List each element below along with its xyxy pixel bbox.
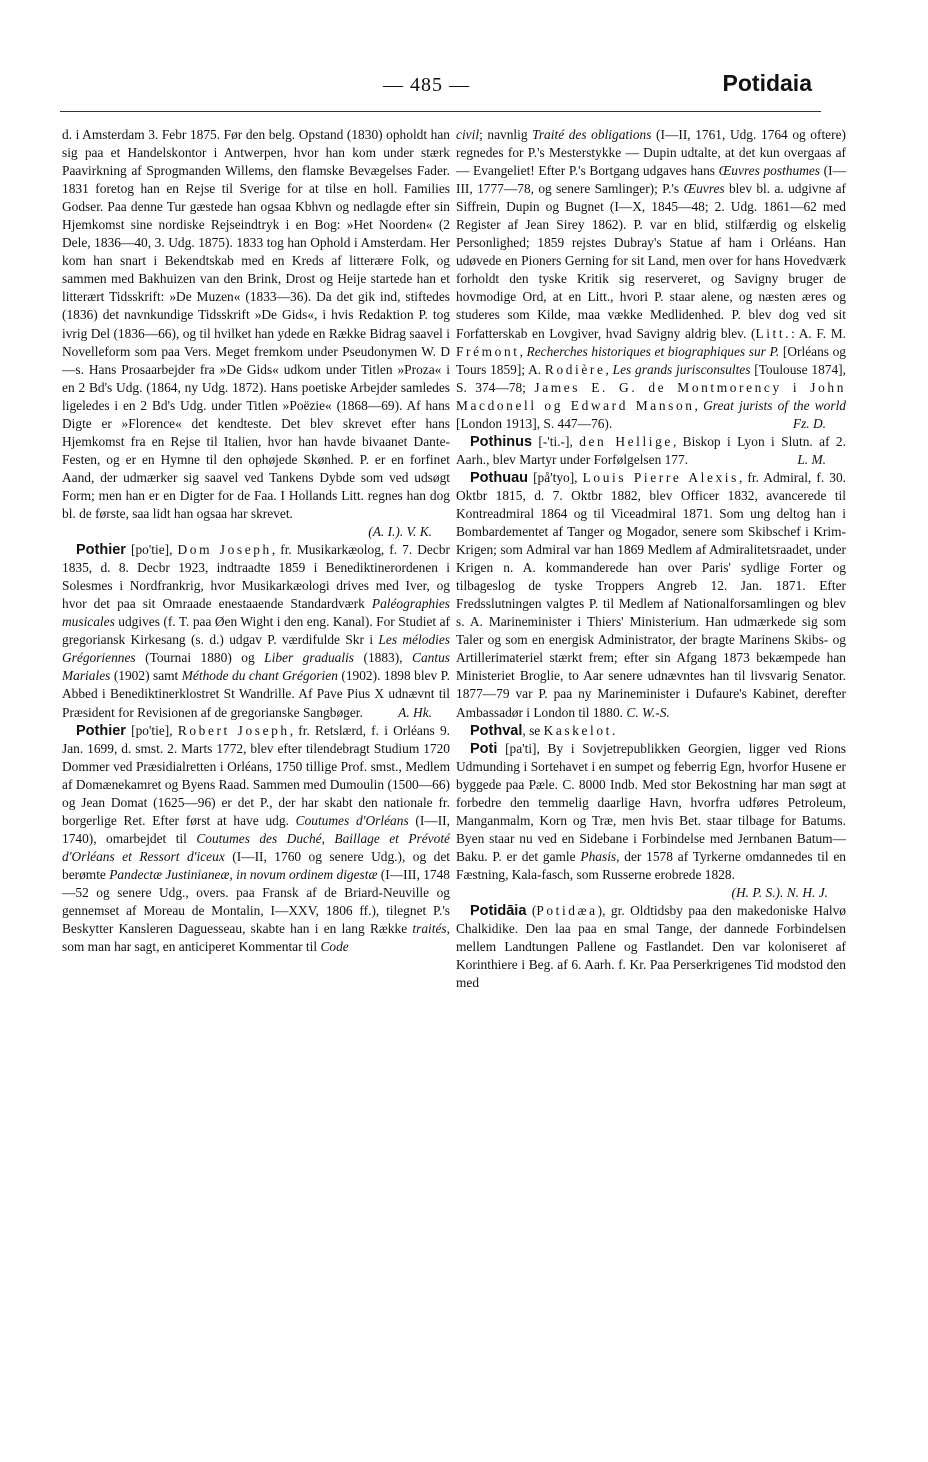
entry-pothuau: Pothuau [på'tyo], Louis Pierre Alexis, fr. Admiral, f. 30. Oktbr 1815, d. 7. Oktbr 1882, blev Officer 1832, avancerede til Kontreadmiral 1864 og til Viceadmiral 1871. Som ung deltog han i Bombardementet af Tanger og Mogador, senere som Skibschef i Krim-Krigen; som Admiral var han 1869 Medlem af Admiralitetsraadet, under Krigen n. A. kommanderede han over Paris' sydlige Forter og tilbageslog de tyske Troppers Angreb 12. Jan. 1871. Efter Fredsslutningen valgtes P. til Medlem af Nationalforsamlingen og blev s. A. Marineminister i Thiers' Ministerium. Han udmærkede sig som Taler og som en energisk Administrator, der bragte Marinens Skibs- og Artillerimateriel stærkt frem; efter sin Afgang 1873 bekæmpede han Ministeriet Broglie, to Aar senere udnævntes han til livsvarig Senator. 1877—79 var P. paa ny Marineminister i Dufaure's Kabinet, derefter Ambassadør i London til 1880. C. W.-S. bbox=[456, 469, 847, 720]
entry-pothier-dom-joseph: Pothier [po'tie], Dom Joseph, fr. Musikarkæolog, f. 7. Decbr 1835, d. 8. Decbr 1923, indtraadte 1859 i Benediktinerordenen i Solesmes i Nordfrankrig, hvor Musikarkæologi drives med Iver, og hvor det paa sit Omraade enestaaende Standardværk Paléographies musicales udgives (f. T. paa Øen Wight i den eng. Kanal). For Studiet af gregoriansk Kirkesang (s. d.) udgav P. værdifulde Skr i Les mélodies Grégoriennes (Tournai 1880) og Liber gradualis (1883), Cantus Mariales (1902) samt Méthode du chant Grégorien (1902). 1898 blev P. Abbed i Benediktinerklostret St Wandrille. Af Pave Pius X udnævnt til Præsident for Revisionen af de gregorianske Sangbøger. A. Hk. bbox=[62, 541, 450, 721]
entry-pothier-continued: civil; navnlig Traité des obligations (I—II, 1761, Udg. 1764 og oftere) regnedes for P.'s Mesterstykke — Dupin udtalte, at det kun overgaas af — Evangeliet! Efter P.'s Bortgang udgaves hans Œuvres posthumes (I—III, 1777—78, og senere Samlinger); P.'s Œuvres blev bl. a. udgivne af Siffrein, Dupin og Bugnet (I—X, 1845—48; 2. Udg. 1861—62 med Register af Jean Sirey 1862). P. var en blid, stilfærdig og elskelig Personlighed; 1859 rejstes Dubray's Statue af ham i Orléans. Han udøvede en Pioners Gerning for sit Land, men over for hans Hovedværk forholdt den tyske Kritik sig reserveret, og Savigny bruger de hovmodige Ord, at en Litt., hvori P. staar alene, og næsten æres og studeres som Kilde, maa vække Medlidenhed. P. blev dog ved sit Forfatterskab en Lovgiver, hvad Savigny aldrig blev. (Litt.: A. F. M. Frémont, Recherches historiques et biographiques sur P. [Orléans og Tours 1859]; A. Rodière, Les grands jurisconsultes [Toulouse 1874], S. 374—78; James E. G. de Montmorency i John Macdonell og Edward Manson, Great jurists of the world [London 1913], S. 447—76). Fz. D. bbox=[456, 126, 846, 433]
entry-headword: Pothinus bbox=[470, 433, 533, 450]
entry-name: Louis Pierre Alexis bbox=[582, 469, 739, 485]
continued-paragraph: d. i Amsterdam 3. Febr 1875. Før den belg. Opstand (1830) opholdt han sig paa et Handelskontor i Antwerpen, hvor han kom under stærk Paavirkning af Sprogmanden Willems, den flamske Bevægelses Fader. 1831 foretog han en Rejse til Sverige for at tilse en holl. Families Godser. Paa denne Tur gæstede han ogsaa Kbhvn og nedlagde efter sin Hjemkomst sine nordiske Rejseindtryk i en Bog: »Het Noorden« (2 Dele, 1836—40, 3. Udg. 1875). 1833 tog han Ophold i Amsterdam. Her kom han snart i Bekendtskab med en Kreds af litterære Folk, og sammen med Bakhuizen van den Brink, Drost og Heije startede han et litterært Tidsskrift: »De Muzen« (1833—36). Da det gik ind, stiftedes (1836) det navnkundige Tidsskrift »De Gids«, i hvis Redaktion P. tog ivrig Del (1836—66), og til hvilket han ydede en Række Bidrag saavel i Novelleform som paa Vers. Meget fremkom under Pseudonymen W. D—s. Hans Prosaarbejder fra »De Gids« udkom under Titlen »Proza« i en 2 Bd's Udg. (1864, ny Udg. 1872). Hans poetiske Arbejder samledes ligeledes i en 2 Bd's Udg. under Titlen »Poëzie« (1868—69). Af hans Digte er »Florence« det kendteste. Det blev skrevet efter hans Hjemkomst fra en Rejse til Italien, hvor han havde bivaanet Dante-Festen, og er en Hymne til den ophøjede Skønhed. P. er en forfinet Aand, der udmærker sig saavel ved Tankens Dybde som ved udsøgt Form; men han er en Digter for de Faa. I Hollands Litt. regnes han dog bl. de første, saa lidt han ogsaa har skrevet. bbox=[62, 127, 450, 521]
entry-name: Robert Joseph bbox=[177, 722, 290, 738]
author-signature: C. W.-S. bbox=[626, 704, 670, 720]
entry-potidaia: Potidāia (Potidæa), gr. Oldtidsby paa den makedoniske Halvø Chalkidike. Den laa paa en smal Tange, der dannede Forbindelsen mellem Landtungen Pallene og Fastlandet. Den var koloniseret af Korinthiere i Beg. af 6. Aarh. f. Kr. Paa Perserkrigenes Tid modstod den med bbox=[456, 903, 846, 991]
entry-name: Dom Joseph bbox=[177, 542, 272, 558]
entry-pothinus: Pothinus [-'ti.-], den Hellige, Biskop i Lyon i Slutn. af 2. Aarh., blev Martyr under Forfølgelsen 177. L. M. bbox=[456, 433, 846, 469]
author-signature: (A. I.). V. K. bbox=[368, 524, 432, 540]
entry-headword: Pothuau bbox=[470, 469, 528, 486]
entry-headword: Poti bbox=[470, 740, 498, 757]
entry-headword: Pothval bbox=[470, 722, 523, 739]
author-signature: L. M. bbox=[797, 451, 826, 467]
entry-pothval: Pothval, se Kaskelot. bbox=[470, 722, 616, 739]
entry-name: den Hellige bbox=[579, 433, 673, 449]
author-signature: (H. P. S.). N. H. J. bbox=[731, 884, 828, 900]
page-number: — 485 — bbox=[383, 74, 470, 96]
author-signature: A. Hk. bbox=[398, 704, 432, 720]
header-rule bbox=[60, 111, 821, 112]
cross-reference: Kaskelot bbox=[543, 722, 612, 738]
left-column bbox=[62, 126, 450, 956]
entry-pothier-robert-joseph: Pothier [po'tie], Robert Joseph, fr. Retslærd, f. i Orléans 9. Jan. 1699, d. smst. 2. Marts 1772, blev efter tilendebragt Studium 1720 Dommer ved Præsidialretten i Orléans, 1750 tillige Prof. smst., Medlem af Domænekamret og Byens Raad. Sammen med Dumoulin (1500—66) og Jean Domat (1625—96) er det P., der har skabt den nationale fr. borgerlige Ret. Efter først at have udg. Coutumes d'Orléans (I—II, 1740), omarbejdet til Coutumes des Duché, Baillage et Prévoté d'Orléans et Ressort d'iceux (I—II, 1760 og senere Udg.), og det berømte Pandectæ Justinianeæ, in novum ordinem digestæ (I—III, 1748—52 og senere Udg., overs. paa Fransk af de Briard-Neuville og gennemset af Moreau de Montalin, I—XXV, 1806 ff.), tilegnet P.'s Beskytter Kansleren Daguesseau, skabte han i en lang Række traités, som man har sagt, en anticiperet Kommentar til Code bbox=[62, 722, 451, 955]
entry-headword: Pothier bbox=[76, 542, 126, 559]
entry-headword: Pothier bbox=[76, 722, 126, 739]
running-head: Potidaia bbox=[722, 70, 812, 96]
entry-headword: Potidāia bbox=[470, 903, 527, 920]
author-signature: Fz. D. bbox=[792, 415, 826, 431]
entry-name: Potidæa bbox=[536, 903, 598, 919]
right-column bbox=[456, 126, 846, 992]
entry-poti: Poti [pa'ti], By i Sovjetrepublikken Georgien, ligger ved Rions Udmunding i Sortehavet i en sumpet og feberrig Egn, hvorfor Husene er byggede paa Pæle. C. 8000 Indb. Med stor Bekostning har man søgt at forbedre den temmelig daarlige Havn, hvorfra udføres Petroleum, Manganmalm, Korn og Træ, men hvis Bet. staar tilbage for Batums. Byen staar nu ved en Sidebane i Forbindelse med Jernbanen Batum—Baku. P. er det gamle Phasis, der 1578 af Tyrkerne omdannedes til en Fæstning, Kala-fasch, som Russerne erobrede 1828. bbox=[456, 740, 846, 882]
